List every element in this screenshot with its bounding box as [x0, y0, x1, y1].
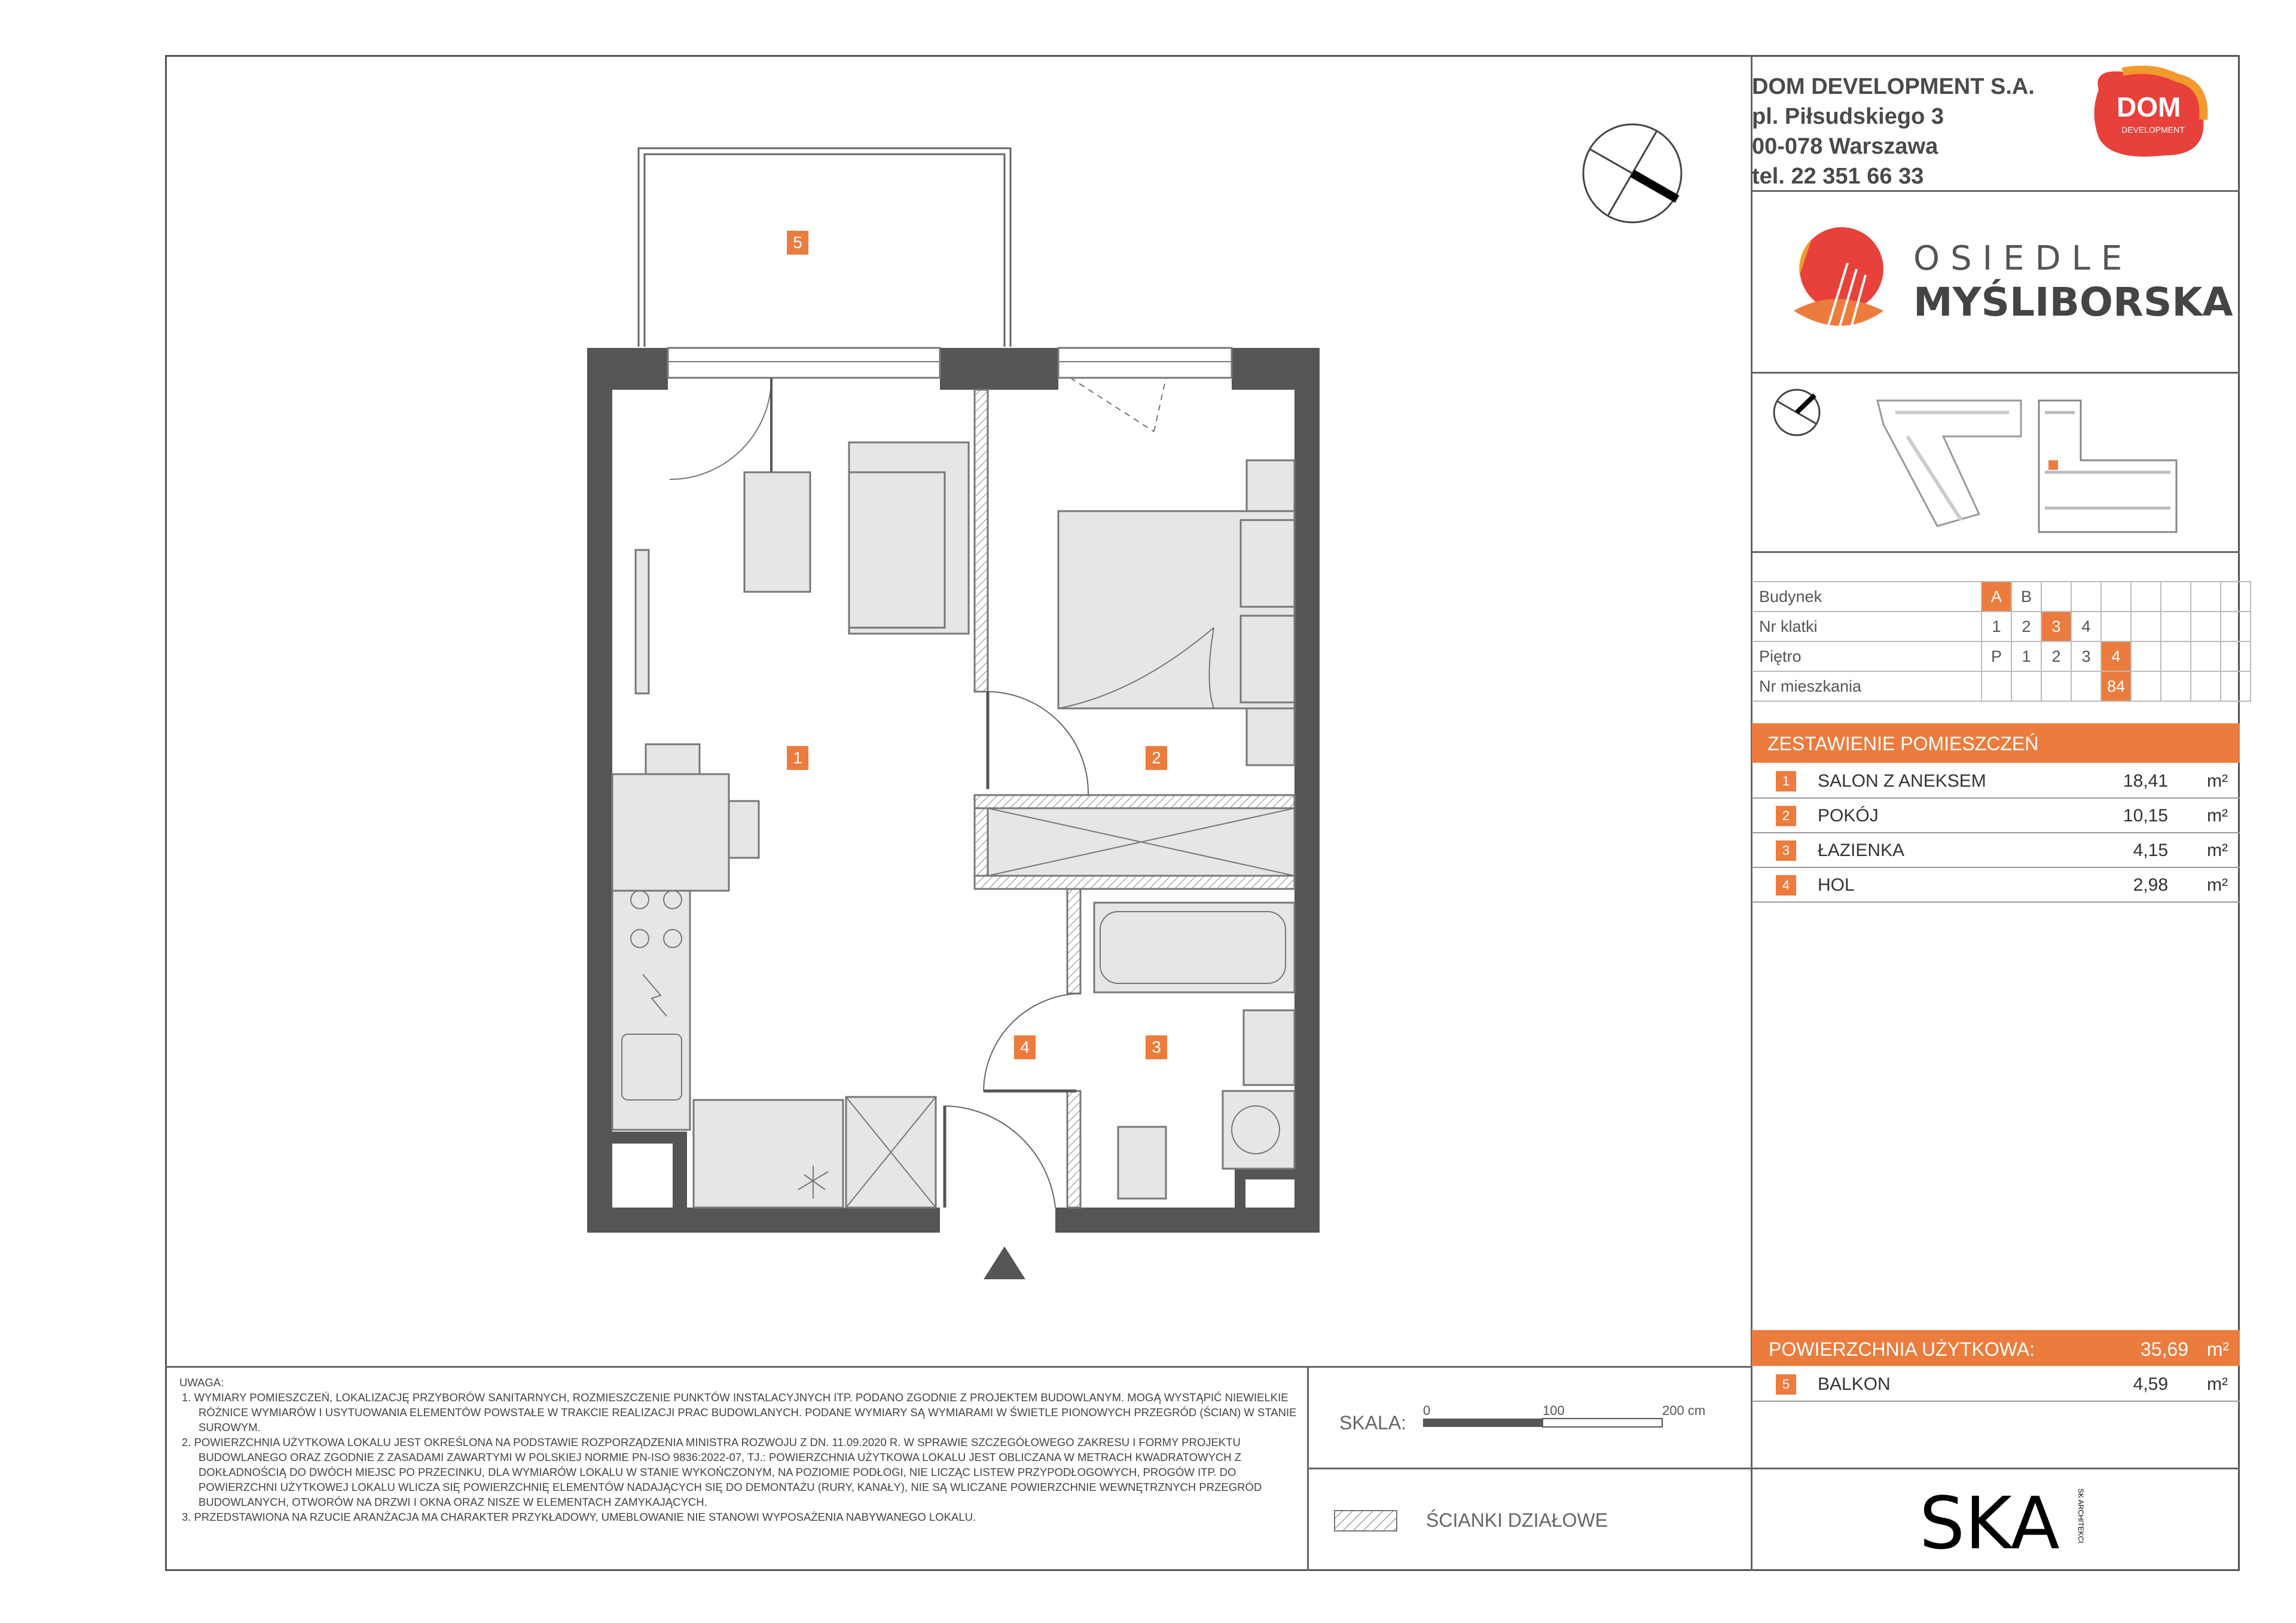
- room-unit: m²: [2207, 840, 2228, 860]
- room-area: 10,15: [2123, 806, 2168, 826]
- location-cell: [2191, 612, 2221, 641]
- room-row: [1752, 868, 2240, 903]
- location-row: [1752, 671, 2251, 701]
- company-address: pl. Piłsudskiego 3: [1752, 104, 1944, 129]
- room-area: 18,41: [2123, 771, 2168, 791]
- divider: [165, 1366, 1752, 1368]
- location-cell: 2: [2041, 641, 2071, 671]
- location-row: [1752, 582, 2251, 612]
- company-city: 00-078 Warszawa: [1752, 134, 1938, 159]
- usable-area-unit: m²: [2206, 1338, 2229, 1360]
- estate-sun-logo: [1788, 221, 1889, 347]
- location-row: [1752, 641, 2251, 671]
- room-row: [1752, 764, 2240, 799]
- room-name: POKÓJ: [1818, 806, 1879, 826]
- location-cell: A: [1981, 582, 2011, 612]
- notes-block: [179, 1375, 1303, 1524]
- room-tag-5: 5: [787, 231, 808, 255]
- balcony-unit: m²: [2207, 1374, 2228, 1394]
- room-area: 2,98: [2133, 875, 2168, 895]
- location-cell: [2221, 582, 2251, 612]
- location-cell: 4: [2071, 612, 2101, 641]
- note-item: 1. WYMIARY POMIESZCZEŃ, LOKALIZACJĘ PRZYBORÓW SANITARNYCH, ROZMIESZCZENIE PUNKTÓW INSTALACYJNYCH ITP. PODANO ZGODNIE Z PROJEKTEM BUDOWLANYM. MOGĄ WYSTĄPIĆ NIEWIELKIE RÓŻNICE WYMIARÓW I USYTUOWANIA ELEMENTÓW POWSTAŁE W TRAKCIE REALIZACJI PRAC BUDOWLANYCH. PODANE WYMIARY SĄ WYMIARAMI W ŚWIETLE PIONOWYCH PRZEGRÓD (ŚCIAN) W STANIE SUROWYM.: [182, 1391, 1297, 1434]
- company-name: DOM DEVELOPMENT S.A.: [1752, 74, 2035, 99]
- scale-bar: [1417, 1402, 1728, 1438]
- mini-compass-icon: [1770, 386, 1824, 439]
- location-cell: [2221, 671, 2251, 701]
- location-cell: 1: [2011, 641, 2041, 671]
- location-cell: [2041, 671, 2071, 701]
- note-item: 3. PRZEDSTAWIONA NA RZUCIE ARANŻACJA MA CHARAKTER PRZYKŁADOWY, UMEBLOWANIE NIE STANOWI WYPOSAŻENIA NABYWANEGO LOKALU.: [182, 1511, 976, 1523]
- room-tag-1: 1: [787, 746, 808, 770]
- notes-title: UWAGA:: [179, 1376, 224, 1389]
- ska-architects-logo: [1919, 1483, 2093, 1560]
- room-name: HOL: [1818, 875, 1855, 895]
- location-row-label: Nr mieszkania: [1752, 671, 1981, 701]
- location-cell: [2131, 612, 2161, 641]
- location-table: [1752, 581, 2251, 702]
- company-phone: tel. 22 351 66 33: [1752, 164, 1924, 189]
- location-cell: 84: [2101, 671, 2131, 701]
- location-cell: B: [2011, 582, 2041, 612]
- room-unit: m²: [2207, 806, 2228, 826]
- location-cell: [2041, 582, 2071, 612]
- location-cell: [1981, 671, 2011, 701]
- location-cell: [2131, 641, 2161, 671]
- divider: [1751, 372, 2240, 374]
- location-cell: [2221, 641, 2251, 671]
- logo-subtext: DEVELOPMENT: [2121, 125, 2185, 135]
- location-cell: [2131, 671, 2161, 701]
- location-cell: 4: [2101, 641, 2131, 671]
- room-row: [1752, 833, 2240, 868]
- location-cell: [2071, 582, 2101, 612]
- ska-logo-text: SKA: [1919, 1483, 2060, 1560]
- furniture: [612, 442, 1294, 1208]
- location-cell: [2101, 582, 2131, 612]
- logo-text: DOM: [2117, 91, 2181, 123]
- room-num: 1: [1776, 771, 1796, 791]
- location-cell: [2161, 582, 2191, 612]
- usable-area-value: 35,69: [2140, 1338, 2188, 1360]
- scale-tick-0: 0: [1423, 1403, 1431, 1418]
- estate-line1: OSIEDLE: [1913, 239, 2133, 278]
- key-plan-apartment-marker: [2048, 460, 2058, 470]
- location-cell: [2161, 612, 2191, 641]
- divider: [1751, 551, 2240, 553]
- location-cell: 1: [1981, 612, 2011, 641]
- location-cell: 3: [2071, 641, 2101, 671]
- balcony-outline: [639, 148, 1010, 347]
- scale-tick-200: 200 cm: [1662, 1403, 1706, 1418]
- room-unit: m²: [2207, 875, 2228, 895]
- partition-wall-swatch: [1333, 1509, 1399, 1533]
- room-tag-4: 4: [1014, 1035, 1036, 1059]
- estate-name: [1913, 239, 2233, 325]
- usable-area-bar: [1752, 1330, 2240, 1366]
- location-cell: [2191, 582, 2221, 612]
- divider: [1751, 1468, 2240, 1469]
- rooms-header-label: ZESTAWIENIE POMIESZCZEŃ: [1767, 733, 2039, 754]
- estate-line2: MYŚLIBORSKA: [1913, 279, 2233, 325]
- location-cell: 3: [2041, 612, 2071, 641]
- location-row-label: Budynek: [1752, 582, 1981, 612]
- usable-area-label: POWIERZCHNIA UŻYTKOWA:: [1769, 1338, 2035, 1360]
- legend-label: ŚCIANKI DZIAŁOWE: [1426, 1509, 1608, 1531]
- room-name: ŁAZIENKA: [1818, 840, 1905, 860]
- rooms-header: [1752, 723, 2240, 763]
- entrance-arrow-icon: [984, 1246, 1025, 1279]
- ska-logo-subtext: SK ARCHITEKCI: [2077, 1488, 2085, 1543]
- room-tag-3: 3: [1146, 1035, 1167, 1059]
- location-cell: [2101, 612, 2131, 641]
- balcony-row: [1752, 1367, 2240, 1402]
- location-row-label: Piętro: [1752, 641, 1981, 671]
- scale-label: SKALA:: [1339, 1412, 1407, 1434]
- location-cell: [2191, 641, 2221, 671]
- balcony-area: 4,59: [2133, 1374, 2168, 1394]
- balcony-num: 5: [1776, 1374, 1796, 1395]
- location-cell: [2131, 582, 2161, 612]
- room-tag-2: 2: [1146, 746, 1167, 770]
- key-plan-map: [1842, 389, 2224, 544]
- room-num: 2: [1776, 806, 1796, 826]
- room-row: [1752, 799, 2240, 833]
- company-info: [1752, 72, 2035, 191]
- room-num: 3: [1776, 840, 1796, 861]
- location-cell: [2161, 641, 2191, 671]
- divider: [1307, 1468, 1752, 1469]
- room-area: 4,15: [2133, 840, 2168, 860]
- note-item: 2. POWIERZCHNIA UŻYTKOWA LOKALU JEST OKREŚLONA NA PODSTAWIE ROZPORZĄDZENIA MINISTRA ROZWOJU Z DN. 11.09.2020 R. W SPRAWIE SZCZEGÓŁOWEGO ZAKRESU I FORMY PROJEKTU BUDOWLANEGO ORAZ ZGODNIE Z ZASADAMI ZAWARTYMI W POLSKIEJ NORMIE PN-ISO 9836:2022-07, TJ.: POWIERZCHNIA UŻYTKOWA LOKALU JEST OBLICZANA W METRACH KWADRATOWYCH Z DOKŁADNOŚCIĄ DO DWÓCH MIEJSC PO PRZECINKU, DLA WYMIARÓW LOKALU W STANIE WYKOŃCZONYM, NA POZIOMIE PODŁOGI, NIE LICZĄC LISTEW PRZYPODŁOGOWYCH, PROGÓW ITP. DO POWIERZCHNI UŻYTKOWEJ LOKALU WLICZA SIĘ POWIERZCHNIĘ ELEMENTÓW NADAJĄCYCH SIĘ DO DEMONTAŻU (RURY, KANAŁY), NIE SĄ WLICZANE POWIERZCHNIE WEWNĘTRZNYCH PRZEGRÓD BUDOWLANYCH, OTWORÓW NA DRZWI I OKNA ORAZ NISZE W ELEMENTACH ZAMYKAJĄCYCH.: [182, 1436, 1262, 1508]
- location-cell: 2: [2011, 612, 2041, 641]
- location-row: [1752, 612, 2251, 641]
- location-cell: [2191, 671, 2221, 701]
- location-cell: [2071, 671, 2101, 701]
- room-name: SALON Z ANEKSEM: [1818, 771, 1986, 791]
- location-row-label: Nr klatki: [1752, 612, 1981, 641]
- balcony-name: BALKON: [1818, 1374, 1891, 1394]
- location-cell: [2221, 612, 2251, 641]
- location-cell: P: [1981, 641, 2011, 671]
- location-cell: [2161, 671, 2191, 701]
- scale-tick-100: 100: [1543, 1403, 1565, 1418]
- dom-development-logo: [2087, 66, 2212, 161]
- location-cell: [2011, 671, 2041, 701]
- room-unit: m²: [2207, 771, 2228, 791]
- room-num: 4: [1776, 875, 1796, 895]
